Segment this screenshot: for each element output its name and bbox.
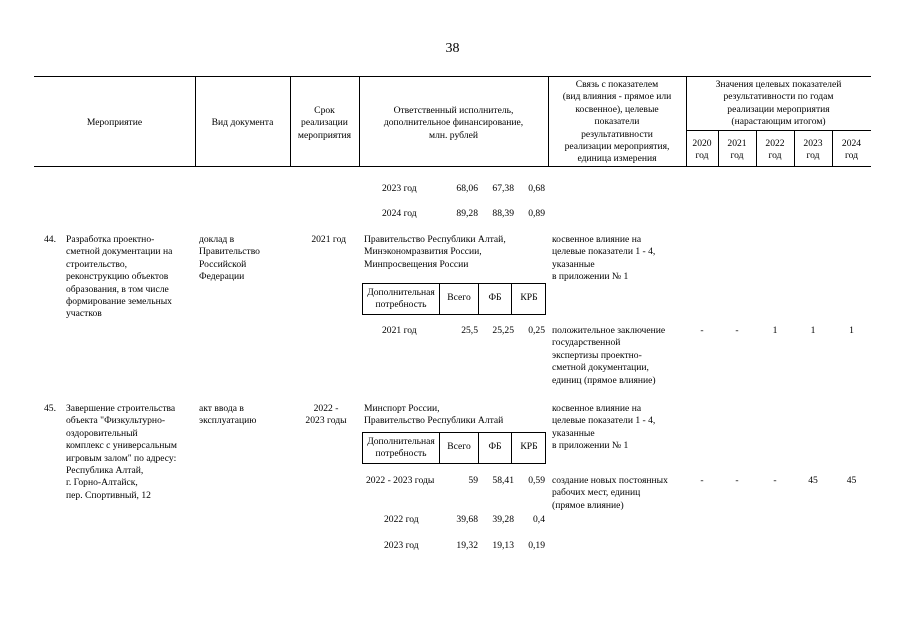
total: 25,5	[461, 325, 478, 336]
item-44-value-2021: -	[735, 325, 739, 336]
total: 59	[468, 475, 478, 486]
item-44-document: доклад в Правительство Российской Федерации	[199, 234, 260, 283]
page-number: 38	[445, 41, 460, 56]
fb: 39,28	[492, 514, 514, 525]
header-top-rule	[34, 76, 871, 77]
item-45-value-2021: -	[735, 475, 739, 486]
sub-krb: КРБ	[520, 292, 538, 303]
item-44-term: 2021 год	[311, 234, 346, 245]
item-45-number: 45.	[44, 403, 56, 414]
item-44-number: 44.	[44, 234, 56, 245]
krb: 0,25	[528, 325, 545, 336]
header-year-2020: 2020 год	[692, 138, 712, 162]
fb: 88,39	[492, 208, 514, 219]
total: 19,32	[456, 540, 478, 551]
item-45-measure: Завершение строительства объекта "Физкультурно- оздоровительный комплекс с универсальным игровым залом" по адресу: Республика Алтай, г. Горно-Алтайск, пер. Спортивный, 12	[66, 403, 177, 501]
item-45-document: акт ввода в эксплуатацию	[199, 403, 257, 427]
sub-need: Дополнительная потребность	[367, 436, 435, 460]
sub-need: Дополнительная потребность	[367, 287, 435, 311]
sub-fb: ФБ	[488, 441, 502, 452]
header-year-2024: 2024 год	[841, 138, 862, 162]
item-44-value-2023: 1	[810, 325, 816, 336]
header-measure: Мероприятие	[86, 117, 143, 128]
header-year-2021: 2021 год	[727, 138, 747, 162]
item-45-value-2020: -	[700, 475, 704, 486]
header-term: Срок реализации мероприятия	[297, 105, 352, 141]
period: 2023 год	[382, 183, 417, 194]
item-45-value-2023: 45	[808, 475, 818, 486]
krb: 0,4	[533, 514, 545, 525]
item-45-indicator: создание новых постоянных рабочих мест, единиц (прямое влияние)	[552, 475, 668, 511]
sub-krb: КРБ	[520, 441, 538, 452]
item-44-subtable-header	[362, 283, 546, 315]
sub-fb: ФБ	[488, 292, 502, 303]
item-45-value-2024: 45	[846, 475, 857, 486]
fb: 25,25	[492, 325, 514, 336]
krb: 0,19	[528, 540, 545, 551]
item-44-value-2022: 1	[772, 325, 778, 336]
fb: 19,13	[492, 540, 514, 551]
total: 89,28	[456, 208, 478, 219]
item-45-subtable-header	[362, 432, 546, 464]
fb: 58,41	[492, 475, 514, 486]
item-45-link: косвенное влияние на целевые показатели 1 - 4, указанные в приложении № 1	[552, 403, 656, 452]
period: 2021 год	[382, 325, 417, 336]
krb: 0,89	[528, 208, 545, 219]
item-44-indicator: положительное заключение государственной экспертизы проектно- сметной документации, единиц (прямое влияние)	[552, 325, 666, 386]
krb: 0,68	[528, 183, 545, 194]
item-45-term: 2022 - 2023 годы	[305, 403, 347, 427]
item-44-responsible: Правительство Республики Алтай, Минэкономразвития России, Минпросвещения России	[364, 234, 506, 270]
header-responsible: Ответственный исполнитель, дополнительное финансирование, млн. рублей	[383, 105, 524, 141]
header-year-2023: 2023 год	[803, 138, 823, 162]
krb: 0,59	[528, 475, 545, 486]
header-year-2022: 2022 год	[765, 138, 785, 162]
period: 2022 - 2023 годы	[366, 475, 435, 486]
header-bottom-rule	[34, 166, 871, 167]
total: 68,06	[456, 183, 478, 194]
item-45-responsible: Минспорт России, Правительство Республики Алтай	[364, 403, 504, 427]
item-44-value-2024: 1	[849, 325, 854, 336]
item-44-measure: Разработка проектно- сметной документации на строительство, реконструкцию объектов образования, в том числе формирование земельных участков	[66, 234, 173, 320]
item-44-value-2020: -	[700, 325, 704, 336]
header-link: Связь с показателем (вид влияния - прямое или косвенное), целевые показатели результативности реализации мероприятия, единица измерения	[562, 79, 672, 165]
item-45-value-2022: -	[773, 475, 777, 486]
years-divider-rule	[686, 130, 871, 131]
header-document: Вид документа	[211, 117, 274, 128]
sub-total: Всего	[447, 292, 471, 303]
header-values: Значения целевых показателей результативности по годам реализации мероприятия (нарастающим итогом)	[715, 79, 842, 128]
sub-total: Всего	[447, 441, 471, 452]
period: 2022 год	[384, 514, 419, 525]
fb: 67,38	[492, 183, 514, 194]
total: 39,68	[456, 514, 478, 525]
item-44-link: косвенное влияние на целевые показатели 1 - 4, указанные в приложении № 1	[552, 234, 656, 283]
period: 2024 год	[382, 208, 417, 219]
period: 2023 год	[384, 540, 419, 551]
